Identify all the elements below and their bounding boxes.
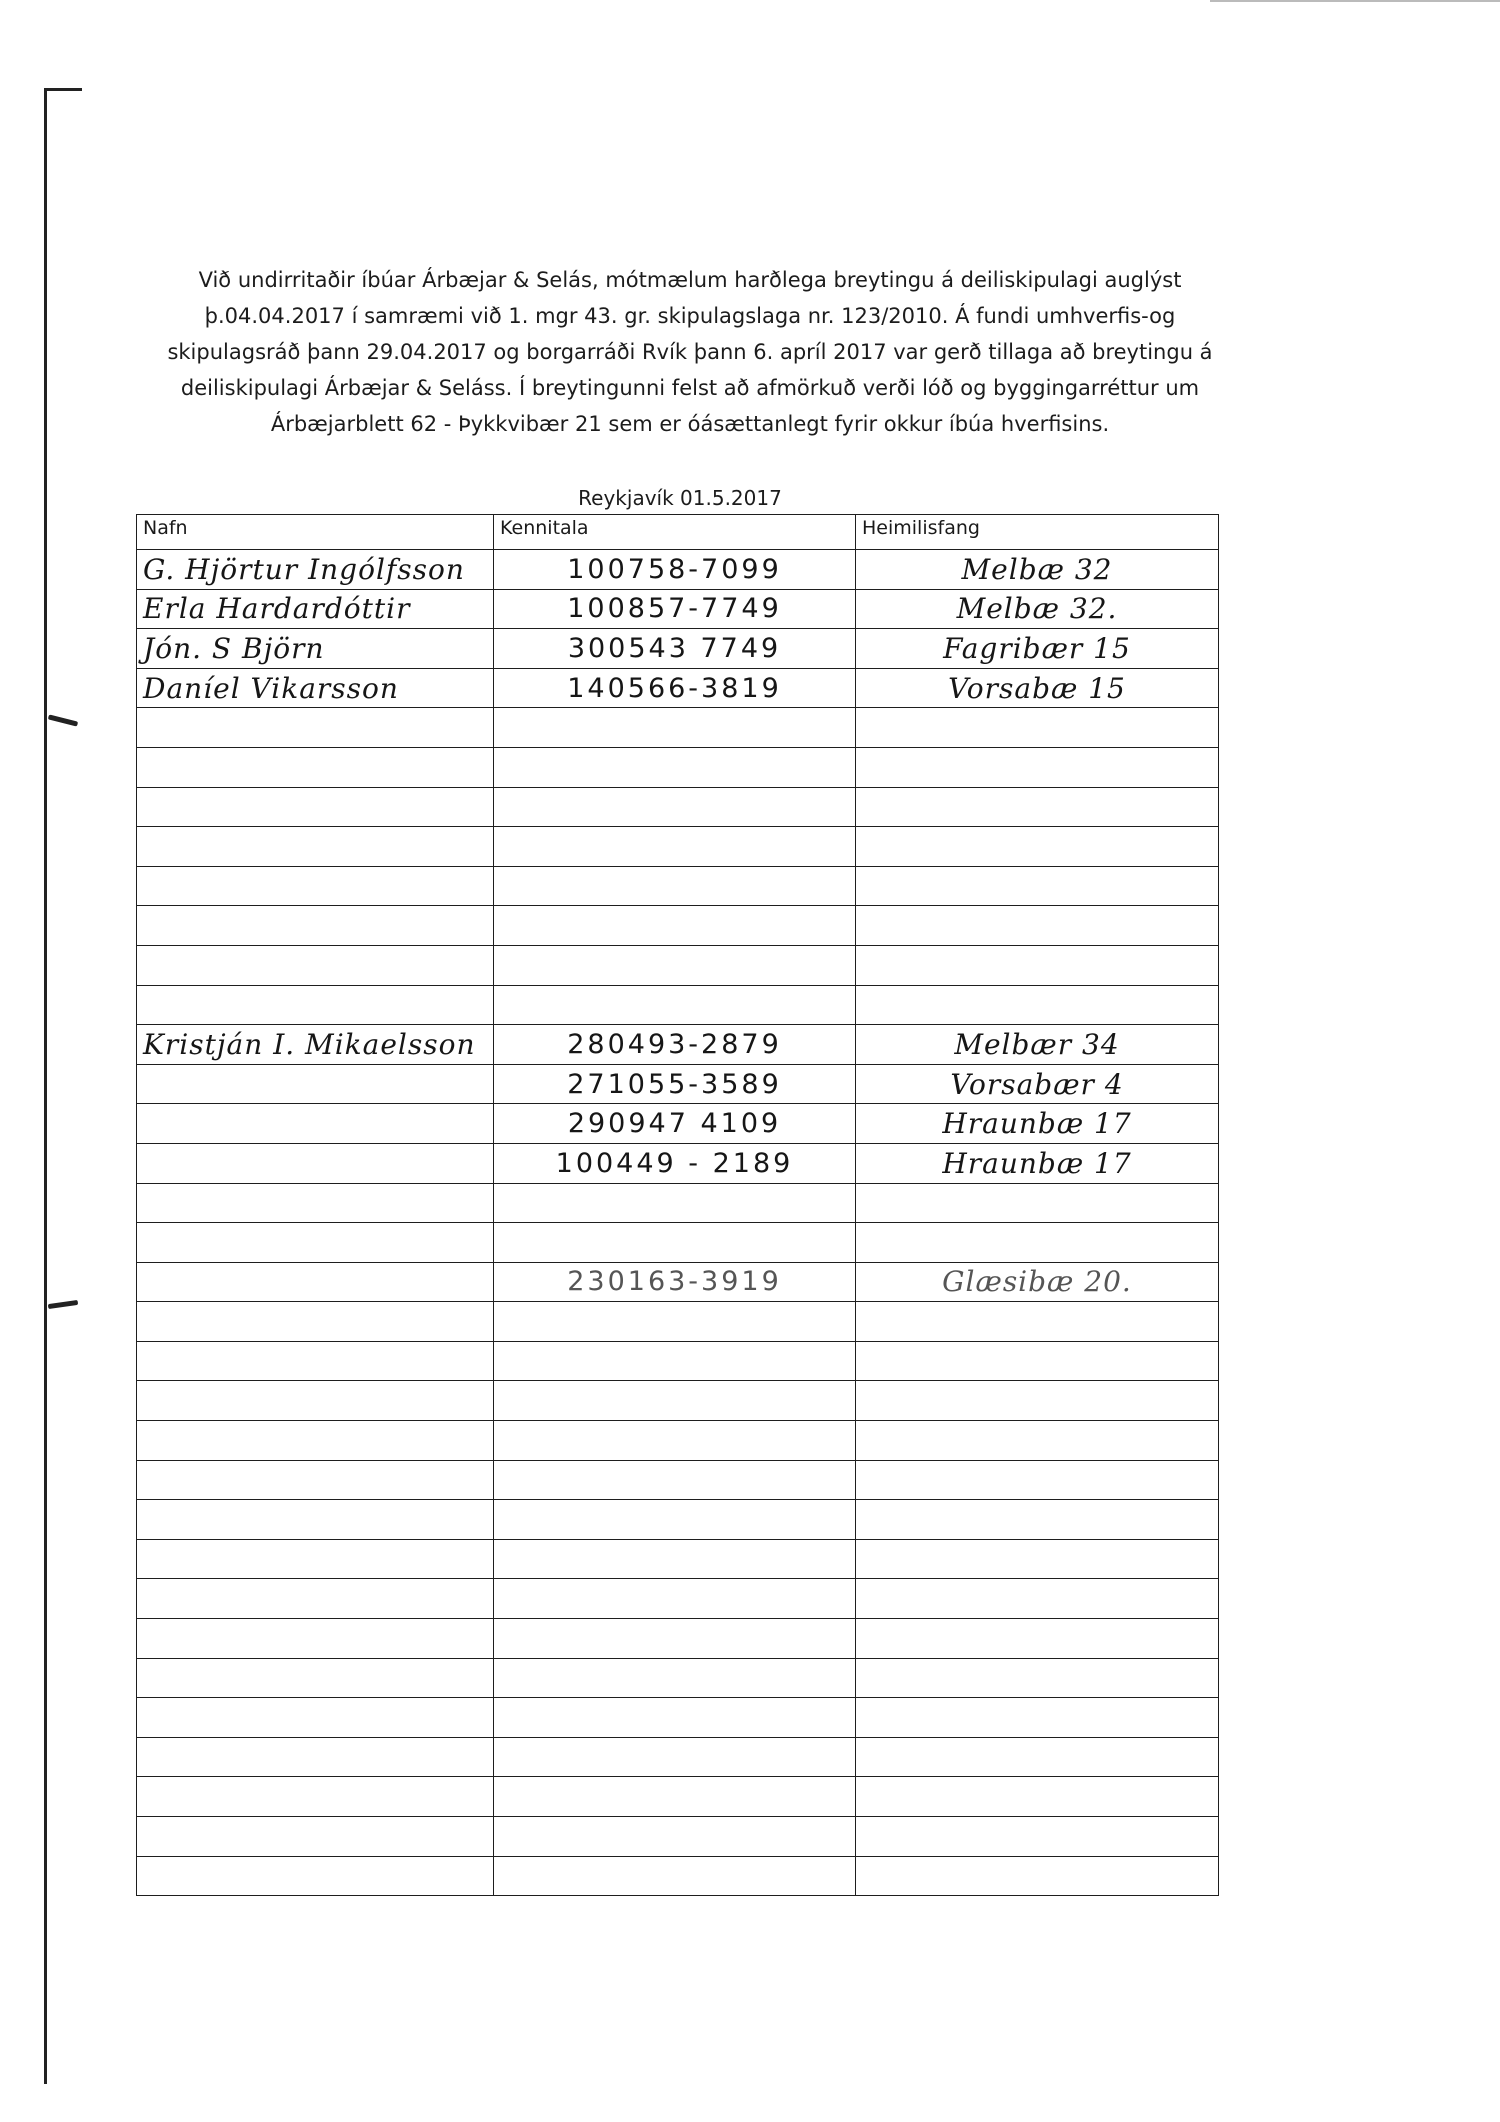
address-cell: Vorsabæ 15 — [856, 668, 1219, 708]
table-row — [137, 550, 1219, 590]
table-row — [137, 866, 1219, 906]
signature-rows — [137, 550, 1219, 1896]
kennitala-cell — [494, 1381, 856, 1421]
address-cell — [856, 985, 1219, 1025]
table-row — [137, 1698, 1219, 1738]
column-header-kennitala: Kennitala — [494, 515, 856, 550]
table-row — [137, 1341, 1219, 1381]
signature-name-cell — [137, 747, 494, 787]
address-cell — [856, 1619, 1219, 1659]
signature-name-cell: Daníel Vikarsson — [137, 668, 494, 708]
signature-name-cell — [137, 1737, 494, 1777]
table-row — [137, 1579, 1219, 1619]
address-cell: Hraunbæ 17 — [856, 1104, 1219, 1144]
kennitala-cell: 290947 4109 — [494, 1104, 856, 1144]
address-cell — [856, 906, 1219, 946]
kennitala-cell — [494, 1777, 856, 1817]
signature-name-cell — [137, 1579, 494, 1619]
table-row — [137, 1143, 1219, 1183]
signature-name-cell — [137, 1658, 494, 1698]
address-cell — [856, 866, 1219, 906]
kennitala-cell: 100857-7749 — [494, 589, 856, 629]
table-row — [137, 827, 1219, 867]
kennitala-cell — [494, 1460, 856, 1500]
table-row — [137, 1460, 1219, 1500]
address-cell — [856, 1460, 1219, 1500]
address-cell: Hraunbæ 17 — [856, 1143, 1219, 1183]
kennitala-cell — [494, 1619, 856, 1659]
table-row — [137, 589, 1219, 629]
kennitala-cell: 100449 - 2189 — [494, 1143, 856, 1183]
kennitala-cell — [494, 1421, 856, 1461]
signature-name-cell — [137, 1856, 494, 1896]
signature-name-cell — [137, 1381, 494, 1421]
address-cell — [856, 1381, 1219, 1421]
address-cell — [856, 1183, 1219, 1223]
kennitala-cell — [494, 827, 856, 867]
table-row — [137, 1183, 1219, 1223]
table-row — [137, 985, 1219, 1025]
table-row — [137, 1025, 1219, 1065]
address-cell: Melbæ 32. — [856, 589, 1219, 629]
scan-corner-mark — [44, 88, 82, 91]
address-cell — [856, 1341, 1219, 1381]
table-row — [137, 1064, 1219, 1104]
signature-name-cell — [137, 1143, 494, 1183]
address-cell: Melbær 34 — [856, 1025, 1219, 1065]
table-row — [137, 1500, 1219, 1540]
punch-hole-mark — [48, 714, 78, 726]
kennitala-cell — [494, 1579, 856, 1619]
table-row — [137, 1856, 1219, 1896]
table-header-row — [137, 515, 1219, 550]
address-cell — [856, 1579, 1219, 1619]
kennitala-cell — [494, 1302, 856, 1342]
signature-name-cell — [137, 1302, 494, 1342]
signature-name-cell: G. Hjörtur Ingólfsson — [137, 550, 494, 590]
signature-name-cell — [137, 1777, 494, 1817]
kennitala-cell — [494, 1817, 856, 1857]
table-row — [137, 1421, 1219, 1461]
address-cell — [856, 1539, 1219, 1579]
table-row — [137, 1817, 1219, 1857]
address-cell — [856, 1658, 1219, 1698]
column-header-address: Heimilisfang — [856, 515, 1219, 550]
signature-name-cell — [137, 1341, 494, 1381]
signature-name-cell — [137, 1698, 494, 1738]
kennitala-cell — [494, 1539, 856, 1579]
kennitala-cell — [494, 985, 856, 1025]
address-cell — [856, 708, 1219, 748]
scan-top-rule — [1210, 0, 1500, 2]
table-row — [137, 1381, 1219, 1421]
table-row — [137, 1223, 1219, 1263]
signature-name-cell: Kristján I. Mikaelsson — [137, 1025, 494, 1065]
address-cell — [856, 945, 1219, 985]
table-row — [137, 708, 1219, 748]
table-row — [137, 945, 1219, 985]
table-row — [137, 1262, 1219, 1302]
punch-hole-mark — [48, 1300, 78, 1309]
kennitala-cell — [494, 1183, 856, 1223]
address-cell — [856, 787, 1219, 827]
signature-name-cell — [137, 1223, 494, 1263]
kennitala-cell — [494, 787, 856, 827]
address-cell — [856, 747, 1219, 787]
address-cell — [856, 1302, 1219, 1342]
address-cell — [856, 1223, 1219, 1263]
address-cell — [856, 1777, 1219, 1817]
address-cell — [856, 1698, 1219, 1738]
signature-name-cell — [137, 1500, 494, 1540]
table-row — [137, 747, 1219, 787]
table-row — [137, 1302, 1219, 1342]
signature-name-cell — [137, 985, 494, 1025]
address-cell: Vorsabær 4 — [856, 1064, 1219, 1104]
table-row — [137, 1619, 1219, 1659]
table-row — [137, 1539, 1219, 1579]
signature-name-cell — [137, 827, 494, 867]
kennitala-cell — [494, 1341, 856, 1381]
kennitala-cell: 100758-7099 — [494, 550, 856, 590]
signature-name-cell — [137, 1421, 494, 1461]
signature-table — [136, 514, 1219, 1896]
kennitala-cell — [494, 1658, 856, 1698]
table-row — [137, 906, 1219, 946]
table-row — [137, 1658, 1219, 1698]
petition-statement: Við undirritaðir íbúar Árbæjar & Selás, mótmælum harðlega breytingu á deiliskipulagi auglýst þ.04.04.2017 í samræmi við 1. mgr 43. gr. skipulagslaga nr. 123/2010. Á fundi umhverfis-og skipulagsráð þann 29.04.2017 og borgarráði Rvík þann 6. apríl 2017 var gerð tillaga að breytingu á deiliskipulagi Árbæjar & Seláss. Í breytingunni felst að afmörkuð verði lóð og byggingarréttur um Árbæjarblett 62 - Þykkvibær 21 sem er óásættanlegt fyrir okkur íbúa hverfisins. — [167, 268, 1213, 436]
table-row — [137, 1737, 1219, 1777]
address-cell — [856, 1500, 1219, 1540]
signature-name-cell — [137, 1104, 494, 1144]
kennitala-cell — [494, 906, 856, 946]
signature-name-cell — [137, 945, 494, 985]
signature-name-cell — [137, 708, 494, 748]
scan-edge — [44, 88, 47, 2084]
signature-name-cell — [137, 1183, 494, 1223]
kennitala-cell — [494, 1856, 856, 1896]
address-cell — [856, 1421, 1219, 1461]
table-row — [137, 787, 1219, 827]
signature-name-cell — [137, 866, 494, 906]
kennitala-cell — [494, 1737, 856, 1777]
address-cell — [856, 827, 1219, 867]
signature-name-cell — [137, 906, 494, 946]
signature-name-cell — [137, 1817, 494, 1857]
signature-name-cell — [137, 787, 494, 827]
address-cell: Glæsibæ 20. — [856, 1262, 1219, 1302]
kennitala-cell: 300543 7749 — [494, 629, 856, 669]
kennitala-cell: 271055-3589 — [494, 1064, 856, 1104]
signature-name-cell: Erla Hardardóttir — [137, 589, 494, 629]
kennitala-cell — [494, 747, 856, 787]
kennitala-cell: 140566-3819 — [494, 668, 856, 708]
signature-name-cell — [137, 1064, 494, 1104]
address-cell: Melbæ 32 — [856, 550, 1219, 590]
signature-name-cell — [137, 1619, 494, 1659]
kennitala-cell — [494, 1223, 856, 1263]
table-row — [137, 668, 1219, 708]
kennitala-cell — [494, 708, 856, 748]
address-cell — [856, 1856, 1219, 1896]
kennitala-cell: 230163-3919 — [494, 1262, 856, 1302]
signature-name-cell — [137, 1262, 494, 1302]
address-cell — [856, 1737, 1219, 1777]
column-header-name: Nafn — [137, 515, 494, 550]
table-row — [137, 1777, 1219, 1817]
kennitala-cell: 280493-2879 — [494, 1025, 856, 1065]
place-date: Reykjavík 01.5.2017 — [578, 486, 782, 510]
kennitala-cell — [494, 866, 856, 906]
signature-name-cell — [137, 1460, 494, 1500]
table-row — [137, 629, 1219, 669]
kennitala-cell — [494, 1500, 856, 1540]
signature-name-cell — [137, 1539, 494, 1579]
kennitala-cell — [494, 945, 856, 985]
address-cell: Fagribær 15 — [856, 629, 1219, 669]
kennitala-cell — [494, 1698, 856, 1738]
table-row — [137, 1104, 1219, 1144]
signature-name-cell: Jón. S Björn — [137, 629, 494, 669]
address-cell — [856, 1817, 1219, 1857]
